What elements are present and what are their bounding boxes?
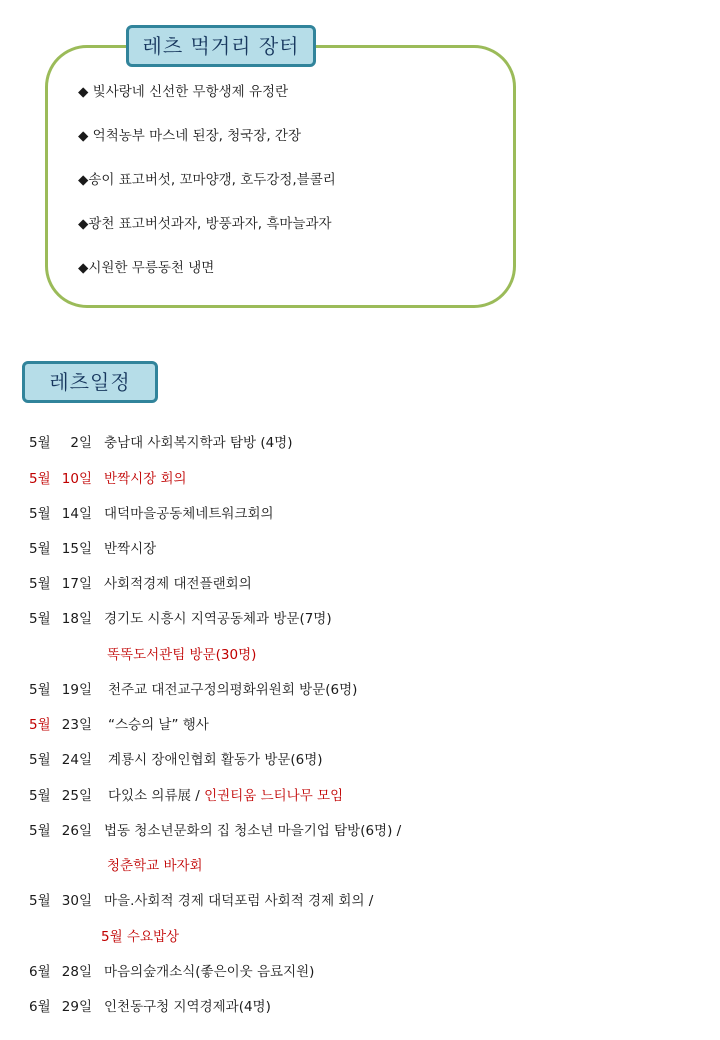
schedule-day: 19일 <box>61 682 92 698</box>
schedule-continuation: 똑똑도서관팀 방문(30명) <box>107 647 257 663</box>
schedule-event: 계룡시 장애인협회 활동가 방문(6명) <box>108 752 323 768</box>
schedule-day: 2일 <box>70 435 92 451</box>
schedule-month: 5월 <box>29 541 51 557</box>
schedule-event: 반짝시장 회의 <box>104 471 187 487</box>
schedule-continuation: 5월 수요밥상 <box>101 929 180 945</box>
schedule-month: 5월 <box>29 717 51 733</box>
schedule-event: 마을.사회적 경제 대덕포럼 사회적 경제 회의 / <box>104 893 374 909</box>
schedule-month: 5월 <box>29 435 51 451</box>
schedule-month: 5월 <box>29 611 51 627</box>
schedule-month: 5월 <box>29 893 51 909</box>
schedule-event: 인천동구청 지역경제과(4명) <box>104 999 271 1015</box>
schedule-continuation: 청춘학교 바자회 <box>107 858 203 874</box>
schedule-day: 26일 <box>61 823 92 839</box>
schedule-title: 레츠일정 <box>22 361 158 403</box>
schedule-month: 5월 <box>29 576 51 592</box>
schedule-month: 5월 <box>29 788 51 804</box>
market-item: ◆송이 표고버섯, 꼬마양갱, 호두강정,블콜리 <box>78 172 336 188</box>
schedule-event: 반짝시장 <box>104 541 157 557</box>
schedule-day: 14일 <box>61 506 92 522</box>
schedule-event: 대덕마을공동체네트워크회의 <box>104 506 274 522</box>
schedule-day: 25일 <box>61 788 92 804</box>
schedule-event: 사회적경제 대전플랜회의 <box>104 576 252 592</box>
schedule-month: 5월 <box>29 823 51 839</box>
schedule-event: 다있소 의류展 / <box>108 788 200 804</box>
schedule-day: 10일 <box>61 471 92 487</box>
schedule-day: 23일 <box>61 717 92 733</box>
schedule-month: 6월 <box>29 999 51 1015</box>
schedule-event: 천주교 대전교구정의평화위원회 방문(6명) <box>108 682 358 698</box>
schedule-event: 마음의숲개소식(좋은이웃 음료지원) <box>104 964 315 980</box>
schedule-event-extra: 인권티움 느티나무 모임 <box>204 788 344 804</box>
schedule-day: 15일 <box>61 541 92 557</box>
schedule-day: 24일 <box>61 752 92 768</box>
schedule-event: 경기도 시흥시 지역공동체과 방문(7명) <box>104 611 332 627</box>
market-item: ◆광천 표고버섯과자, 방풍과자, 흑마늘과자 <box>78 216 332 232</box>
schedule-event: 충남대 사회복지학과 탐방 (4명) <box>104 435 293 451</box>
schedule-day: 17일 <box>61 576 92 592</box>
schedule-day: 30일 <box>61 893 92 909</box>
schedule-month: 5월 <box>29 506 51 522</box>
schedule-event: 법동 청소년문화의 집 청소년 마을기업 탐방(6명) / <box>104 823 402 839</box>
schedule-event: “스승의 날” 행사 <box>108 717 209 733</box>
market-item: ◆시원한 무릉동천 냉면 <box>78 260 215 276</box>
schedule-month: 5월 <box>29 682 51 698</box>
schedule-day: 28일 <box>61 964 92 980</box>
market-item: ◆ 빛사랑네 신선한 무항생제 유정란 <box>78 84 289 100</box>
schedule-month: 5월 <box>29 752 51 768</box>
schedule-month: 5월 <box>29 471 51 487</box>
schedule-day: 18일 <box>61 611 92 627</box>
market-title: 레츠 먹거리 장터 <box>126 25 316 67</box>
schedule-day: 29일 <box>61 999 92 1015</box>
schedule-month: 6월 <box>29 964 51 980</box>
market-item: ◆ 억척농부 마스네 된장, 청국장, 간장 <box>78 128 301 144</box>
